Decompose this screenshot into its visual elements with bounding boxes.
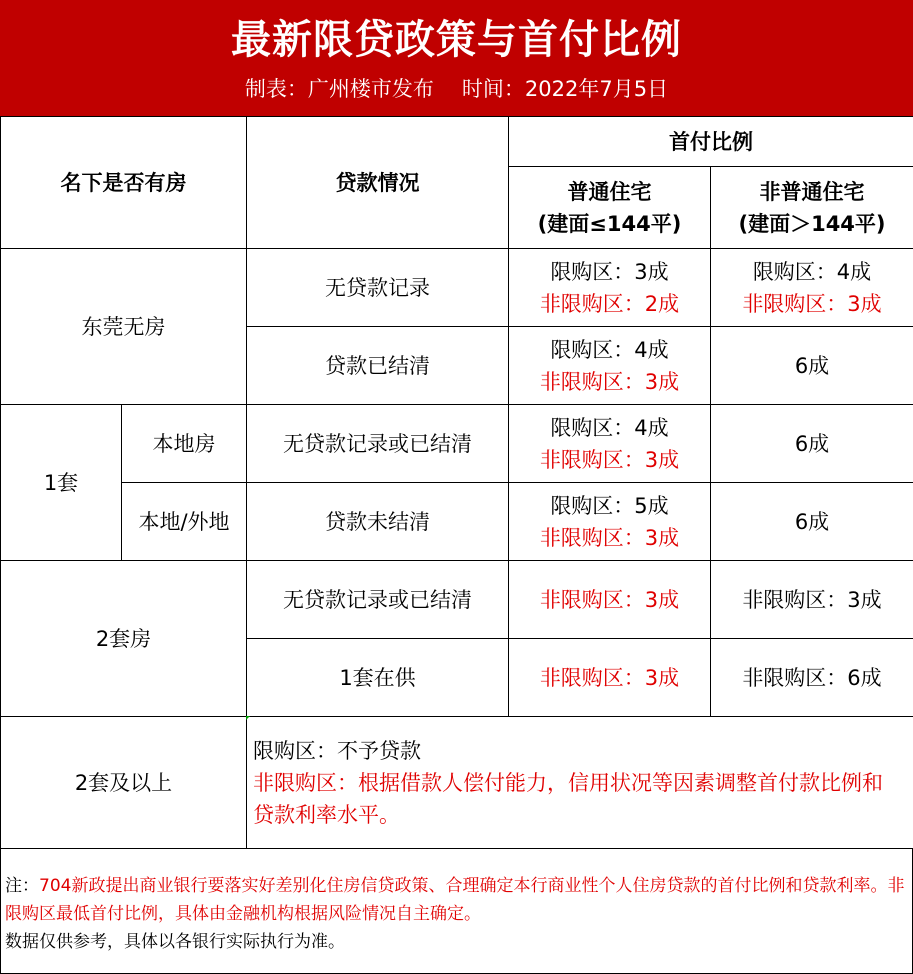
two-plus-policy [247, 717, 913, 849]
header-ordinary-label: 普通住宅 [567, 179, 652, 204]
footnote-disclaimer: 数据仅供参考，具体以各银行实际执行为准。 [5, 932, 345, 952]
source-label: 制表：广州楼市发布 [244, 77, 434, 101]
header-ordinary [509, 167, 711, 249]
policy-restricted: 限购区：不予贷款 [253, 738, 421, 763]
loan-cell: 贷款未结清 [247, 483, 509, 561]
ordinary-cell [509, 249, 711, 327]
loan-cell: 无贷款记录 [247, 249, 509, 327]
header-nonordinary [711, 167, 913, 249]
policy-unrestricted: 非限购区：根据借款人偿付能力，信用状况等因素调整首付款比例和贷款利率水平。 [253, 770, 883, 827]
ordinary-cell [509, 483, 711, 561]
footnote-prefix: 注： [5, 876, 39, 896]
nonordinary-cell: 非限购区：3成 [711, 561, 913, 639]
ratio-unrestricted: 非限购区：3成 [539, 447, 680, 472]
ordinary-cell [509, 327, 711, 405]
footnote-policy: 704新政提出商业银行要落实好差别化住房信贷政策、合理确定本行商业性个人住房贷款的首付比例和贷款利率。非限购区最低首付比例，具体由金融机构根据风险情况自主确定。 [5, 876, 905, 924]
footnote-main [5, 872, 908, 928]
ratio-unrestricted: 非限购区：2成 [539, 291, 680, 316]
nonordinary-cell [711, 249, 913, 327]
header-ordinary-area: (建面≤144平) [537, 211, 682, 236]
subgroup-local: 本地房 [122, 405, 247, 483]
subtitle [0, 74, 913, 104]
loan-cell: 无贷款记录或已结清 [247, 405, 509, 483]
nonordinary-cell: 非限购区：6成 [711, 639, 913, 717]
loan-cell: 1套在供 [247, 639, 509, 717]
ratio-unrestricted: 非限购区：3成 [539, 525, 680, 550]
cell-marker-icon [246, 716, 250, 720]
group-two-plus: 2套及以上 [1, 717, 247, 849]
ordinary-cell: 非限购区：3成 [509, 639, 711, 717]
nonordinary-cell: 6成 [711, 405, 913, 483]
footnote [0, 848, 913, 974]
header-nonordinary-label: 非普通住宅 [759, 179, 865, 204]
header-nonordinary-area: (建面＞144平) [738, 211, 886, 236]
subgroup-local-or-other: 本地/外地 [122, 483, 247, 561]
loan-cell: 无贷款记录或已结清 [247, 561, 509, 639]
ratio-restricted: 限购区：3成 [550, 259, 669, 284]
ratio-unrestricted: 非限购区：3成 [539, 369, 680, 394]
header-owns-property: 名下是否有房 [1, 117, 247, 249]
date-label: 时间：2022年7月5日 [461, 77, 669, 101]
nonordinary-cell: 6成 [711, 483, 913, 561]
ratio-unrestricted: 非限购区：3成 [742, 291, 882, 316]
ratio-restricted: 限购区：4成 [550, 337, 669, 362]
header-loan-status: 贷款情况 [247, 117, 509, 249]
page-title: 最新限贷政策与首付比例 [231, 17, 682, 63]
ordinary-cell: 非限购区：3成 [509, 561, 711, 639]
loan-cell: 贷款已结清 [247, 327, 509, 405]
title-banner [0, 0, 913, 116]
nonordinary-cell: 6成 [711, 327, 913, 405]
ratio-restricted: 限购区：4成 [752, 259, 872, 284]
policy-table [0, 116, 913, 849]
ordinary-cell [509, 405, 711, 483]
group-one-property: 1套 [1, 405, 122, 561]
ratio-restricted: 限购区：4成 [550, 415, 669, 440]
group-no-property: 东莞无房 [1, 249, 247, 405]
ratio-restricted: 限购区：5成 [550, 493, 669, 518]
group-two-properties: 2套房 [1, 561, 247, 717]
header-down-payment: 首付比例 [509, 117, 913, 167]
